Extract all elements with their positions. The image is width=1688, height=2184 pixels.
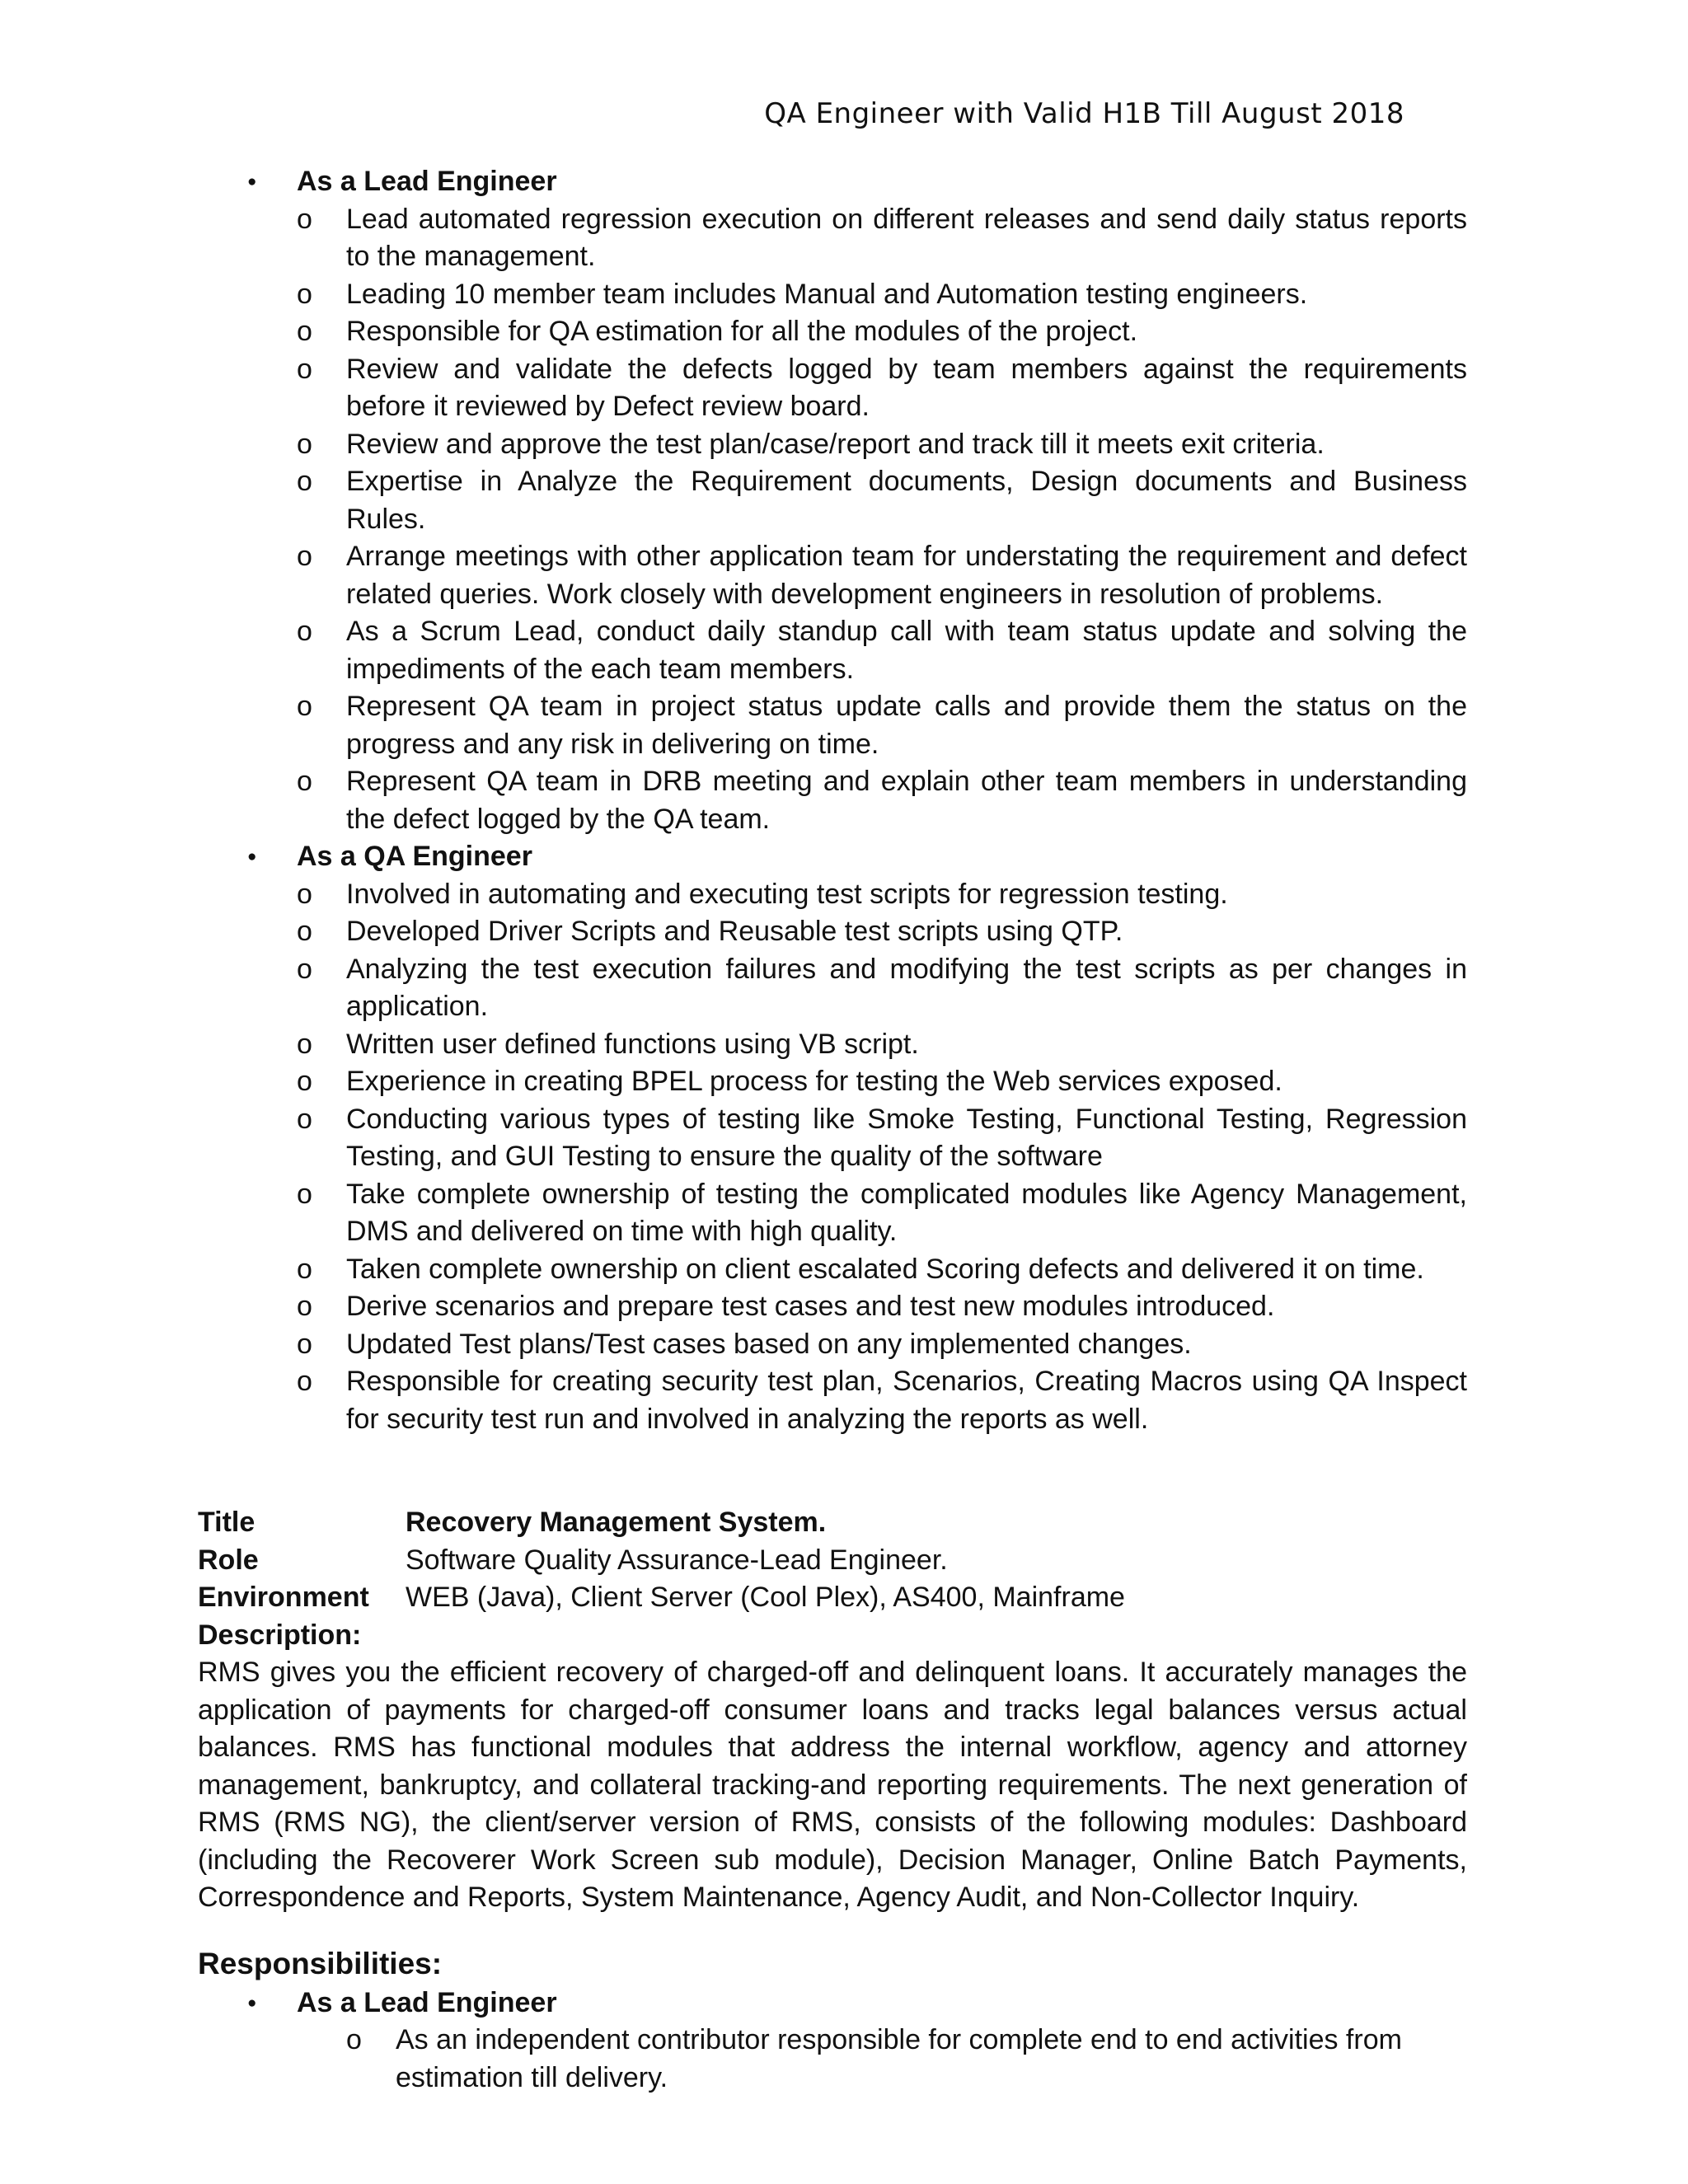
project-title-label: Title: [198, 1507, 256, 1538]
project-description-label: Description:: [198, 1619, 362, 1651]
resume-content: [198, 163, 1467, 2097]
list-item: o Responsible for creating security test plan, Scenarios, Creating Macros using QA Inspect for security test run and involved in analyzing the reports as well.: [198, 1363, 1467, 1438]
list-item: o As an independent contributor responsible for complete end to end activities from estimation till delivery.: [198, 2022, 1467, 2097]
project-title-value: Recovery Management System.: [406, 1507, 827, 1538]
section-spacer: [198, 1438, 1467, 1504]
list-item: o Leading 10 member team includes Manual and Automation testing engineers.: [198, 276, 1467, 314]
project-role-label: Role: [198, 1544, 259, 1576]
section-spacer: [198, 1917, 1467, 1943]
project-title-row: [198, 1504, 1467, 1542]
project-role-row: [198, 1542, 1467, 1580]
list-item: o Conducting various types of testing like Smoke Testing, Functional Testing, Regression Testing, and GUI Testing to ensure the quality of the software: [198, 1101, 1467, 1176]
project-environment-label: Environment: [198, 1582, 369, 1613]
list-item: o Experience in creating BPEL process for testing the Web services exposed.: [198, 1063, 1467, 1101]
list-item: o Represent QA team in DRB meeting and explain other team members in understanding the defect logged by the QA team.: [198, 763, 1467, 838]
responsibilities-heading: Responsibilities:: [198, 1946, 443, 1980]
list-item: o Written user defined functions using VB script.: [198, 1026, 1467, 1064]
list-item: o Arrange meetings with other application team for understating the requirement and defect related queries. Work closely with development engineers in resolution of problems.: [198, 538, 1467, 613]
list-item: o Represent QA team in project status update calls and provide them the status on the progress and any risk in delivering on time.: [198, 688, 1467, 763]
list-item: o Lead automated regression execution on different releases and send daily status reports to the management.: [198, 201, 1467, 276]
role-group-title: ● As a Lead Engineer: [198, 1985, 1467, 2022]
project-environment-row: [198, 1579, 1467, 1617]
project-environment-value: WEB (Java), Client Server (Cool Plex), AS400, Mainframe: [406, 1582, 1125, 1613]
project-role-value: Software Quality Assurance-Lead Engineer.: [406, 1544, 948, 1576]
list-item: o Involved in automating and executing test scripts for regression testing.: [198, 876, 1467, 914]
list-item: o Take complete ownership of testing the complicated modules like Agency Management, DMS and delivered on time with high quality.: [198, 1176, 1467, 1251]
list-item: o Review and approve the test plan/case/report and track till it meets exit criteria.: [198, 426, 1467, 464]
list-item: o As a Scrum Lead, conduct daily standup call with team status update and solving the impediments of the each team members.: [198, 613, 1467, 688]
list-item: o Updated Test plans/Test cases based on any implemented changes.: [198, 1326, 1467, 1364]
role-group-title: ● As a QA Engineer: [198, 838, 1467, 876]
page-header-title: QA Engineer with Valid H1B Till August 2018: [764, 97, 1404, 130]
list-item: o Analyzing the test execution failures and modifying the test scripts as per changes in application.: [198, 951, 1467, 1026]
list-item: o Developed Driver Scripts and Reusable test scripts using QTP.: [198, 913, 1467, 951]
list-item: o Review and validate the defects logged by team members against the requirements before it reviewed by Defect review board.: [198, 351, 1467, 426]
project-description: RMS gives you the efficient recovery of charged-off and delinquent loans. It accurately manages the application of payments for charged-off consumer loans and tracks legal balances versus actual balances. RMS has functional modules that address the internal workflow, agency and attorney management, bankruptcy, and collateral tracking-and reporting requirements. The next generation of RMS (RMS NG), the client/server version of RMS, consists of the following modules: Dashboard (including the Recoverer Work Screen sub module), Decision Manager, Online Batch Payments, Correspondence and Reports, System Maintenance, Agency Audit, and Non-Collector Inquiry.: [198, 1657, 1467, 1913]
role-group-title: ● As a Lead Engineer: [198, 163, 1467, 201]
list-item: o Derive scenarios and prepare test cases and test new modules introduced.: [198, 1288, 1467, 1326]
list-item: o Responsible for QA estimation for all the modules of the project.: [198, 313, 1467, 351]
list-item: o Taken complete ownership on client escalated Scoring defects and delivered it on time.: [198, 1251, 1467, 1289]
list-item: o Expertise in Analyze the Requirement documents, Design documents and Business Rules.: [198, 463, 1467, 538]
